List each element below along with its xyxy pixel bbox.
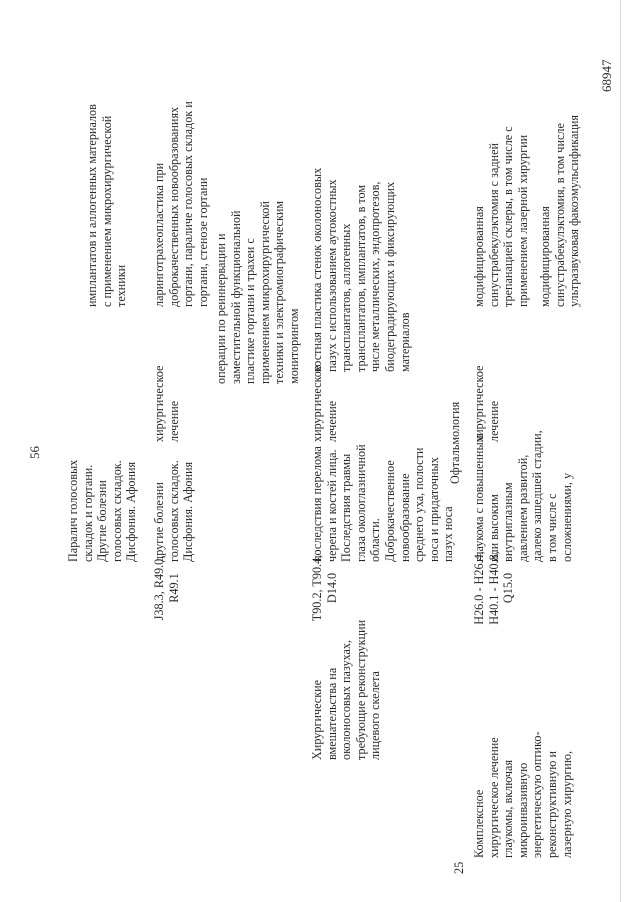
cell-number-25: 25 xyxy=(452,861,466,874)
cell-codes-t90: T90.2, T90.4, D14.0 xyxy=(310,554,339,622)
cell-model-vocal-folds: другие болезни голосовых складок. Дисфония. Афония xyxy=(152,460,196,562)
cell-method-bone-plasty: костная пластика стенок околоносовых пазух с использованием аутокостных трансплантатов, аллогенных трансплантатов, имплантатов, в том числе металлических, эндопротезов, биодеградирующих и фиксирующих материалов xyxy=(310,167,412,372)
document-number: 68947 xyxy=(599,59,614,92)
cell-model-fracture: последствия перелома черепа и костей лица. Последствия травмы глаза окологлазничной области. Доброкачественное новообразование среднего уха, полости носа и придаточных пазух носа xyxy=(310,444,456,562)
cell-treatment-surgical-2: хирургическое лечение xyxy=(310,365,339,442)
cell-name-glaucoma: Комплексное хирургическое лечение глаукомы, включая микроинвазивную энергетическую оптико- реконструктивную и лазерную хирургию, xyxy=(472,731,574,858)
cell-method-implants: имплантатов и аллогенных материалов с применением микрохирургической техники xyxy=(85,104,129,307)
cell-method-sinustrabeculectomy: модифицированная синустрабекулэктомия с задней трепанацией склеры, в том числе с применением лазерной хирургии xyxy=(472,126,530,307)
cell-method-laryngotracheoplasty: ларинготрахеопластика при доброкачественных новообразованиях гортани, параличе голосовых складок и гортани, стенозе гортани xyxy=(152,101,210,307)
bottom-border-line xyxy=(620,0,621,902)
cell-name-sinus-surgery: Хирургические вмешательства на околоносовых пазухах, требующие реконструкции лицевого скелета xyxy=(310,619,383,760)
cell-method-phaco: модифицированная синустрабекулэктомия, в том числе ультразвуковая факоэмульсификация xyxy=(538,114,582,307)
cell-model-glaucoma: глаукома с повышенным или высоким внутриглазным давлением развитой, далеко зашедшей стадии, в том числе с осложнениями, у xyxy=(472,430,574,562)
cell-treatment-surgical: хирургическое лечение xyxy=(152,365,181,442)
cell-model-paralysis: Паралич голосовых складок и гортани. Другие болезни голосовых складок. Дисфония. Афония xyxy=(66,459,139,562)
section-heading: Офтальмология xyxy=(448,401,462,484)
cell-treatment-surgical-3: хирургическое лечение xyxy=(472,365,501,442)
cell-method-reinnervation: операции по реиннервации и заместительной функциональной пластике гортани и трахеи с применением микрохирургической техники и электромиографическим мониторингом xyxy=(214,200,301,384)
page-number: 56 xyxy=(27,446,42,459)
cell-codes-h26: H26.0 - H26.4, H40.1 - H40.8, Q15.0 xyxy=(472,551,516,625)
cell-codes-j38: J38.3, R49.0, R49.1 xyxy=(152,555,181,621)
